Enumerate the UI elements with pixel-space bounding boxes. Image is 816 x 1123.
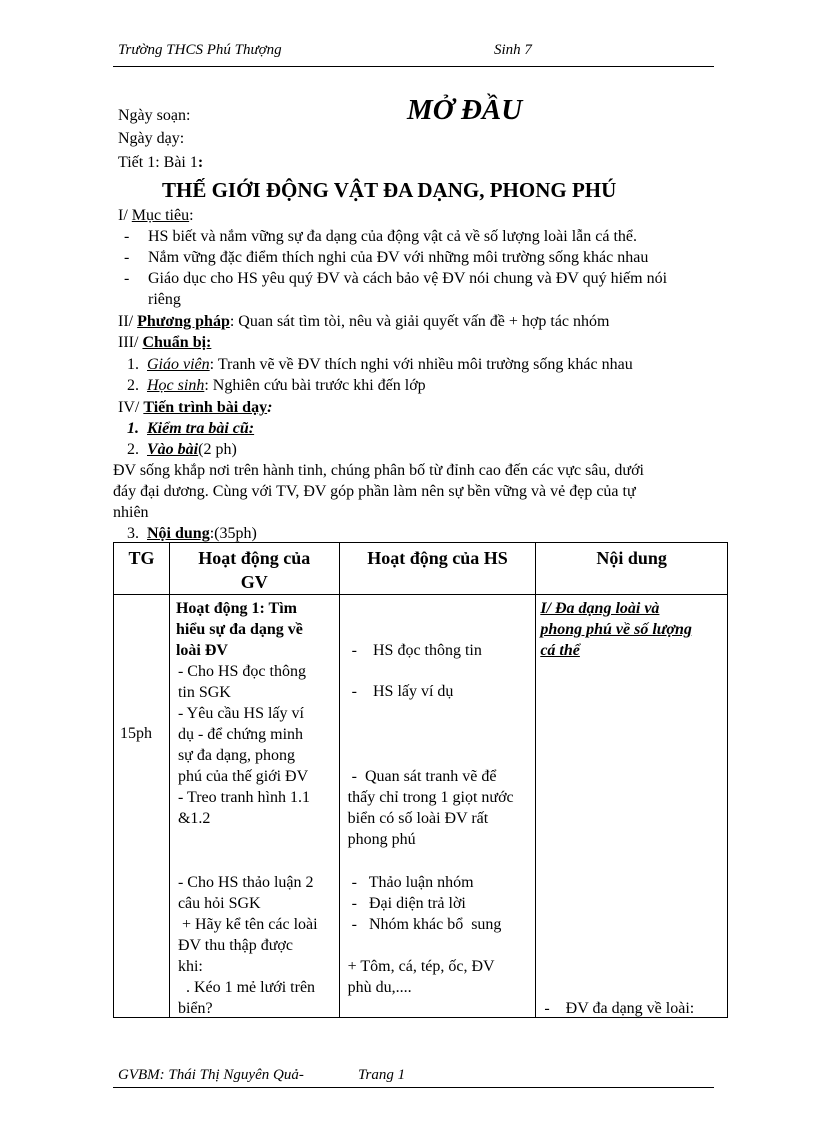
objective-item: Nắm vững đặc điểm thích nghi của ĐV với những môi trường sống khác nhau <box>148 249 649 266</box>
activity-title: loài ĐV <box>175 642 228 659</box>
method-line: II/ Phương pháp: Quan sát tìm tòi, nêu và giải quyết vấn đề + hợp tác nhóm <box>118 313 610 330</box>
progress-heading: IV/ Tiến trình bài dạy: <box>118 399 273 416</box>
objective-item: HS biết và nắm vững sự đa dạng của động vật cả về số lượng loài lẫn cá thể. <box>148 228 638 245</box>
student-activity-cell: - HS đọc thông tin - HS lấy ví dụ - Quan sát tranh vẽ để thấy chỉ trong 1 giọt nước biển có số loài ĐV rất phong phú - Thảo luận nhóm - Đại diện trả lời - Nhóm khác bổ sung + Tôm, cá, tép, ốc, ĐV phù du,.... <box>339 595 536 1018</box>
content-heading: phong phú về số lượng <box>540 621 692 638</box>
activity-title: Hoạt động 1: Tìm <box>175 600 297 617</box>
teacher-activity-cell: Hoạt động 1: Tìm hiểu sự đa dạng về loài ĐV - Cho HS đọc thông tin SGK - Yêu cầu HS lấy ví dụ - để chứng minh sự đa dạng, phong phú của thế giới ĐV - Treo tranh hình 1.1 &1.2 - Cho HS thảo luận 2 câu hỏi SGK + Hãy kể tên các loài ĐV thu thập được khi: . Kéo 1 mẻ lưới trên biển? <box>169 595 339 1018</box>
header-rule <box>113 66 714 67</box>
time-cell: 15ph <box>114 595 170 1018</box>
objective-dash: - <box>124 249 130 266</box>
objective-item: Giáo dục cho HS yêu quý ĐV và cách bảo vệ ĐV nói chung và ĐV quý hiếm nói <box>148 270 668 287</box>
section-title: MỞ ĐẦU <box>407 94 523 126</box>
content-cell: I/ Đa dạng loài và phong phú về số lượng cá thể - ĐV đa dạng về loài: <box>536 595 728 1018</box>
intro-text-line: đáy đại dương. Cùng với TV, ĐV góp phần làm nên sự bền vững và vẻ đẹp của tự <box>113 483 636 500</box>
header-content: Nội dung <box>536 543 728 595</box>
activity-title: hiểu sự đa dạng về <box>175 621 303 638</box>
objective-item-cont: riêng <box>148 291 181 308</box>
preparation-heading: III/ Chuẩn bị: <box>118 334 212 351</box>
lesson-label: Tiết 1: Bài 1: <box>118 154 204 171</box>
lesson-title: THẾ GIỚI ĐỘNG VẬT ĐA DẠNG, PHONG PHÚ <box>162 178 617 202</box>
page-number: Trang 1 <box>358 1067 406 1083</box>
step-intro: 2. Vào bài(2 ph) <box>127 441 237 458</box>
step-content: 3. Nội dung:(35ph) <box>127 525 257 542</box>
objective-dash: - <box>124 228 130 245</box>
header-teacher-activity: Hoạt động của GV <box>169 543 339 595</box>
teach-date-label: Ngày dạy: <box>118 130 185 147</box>
footer-rule <box>113 1087 714 1088</box>
preparation-student: 2. Học sinh: Nghiên cứu bài trước khi đến lớp <box>127 377 426 394</box>
intro-text-line: ĐV sống khắp nơi trên hành tinh, chúng phân bố từ đỉnh cao đến các vực sâu, dưới <box>113 462 644 479</box>
lesson-table <box>113 542 728 1018</box>
intro-text-line: nhiên <box>113 504 149 521</box>
subject-name: Sinh 7 <box>494 42 532 58</box>
school-name: Trường THCS Phú Thượng <box>118 42 282 58</box>
prep-date-label: Ngày soạn: <box>118 107 191 124</box>
content-heading: I/ Đa dạng loài và <box>540 600 660 617</box>
header-time: TG <box>114 543 170 595</box>
step-check-old-lesson: 1. Kiểm tra bài cũ: <box>127 420 255 437</box>
content-heading: cá thể <box>540 642 580 659</box>
header-student-activity: Hoạt động của HS <box>339 543 536 595</box>
objective-dash: - <box>124 270 130 287</box>
teacher-name: GVBM: Thái Thị Nguyên Quả- <box>118 1067 304 1083</box>
objectives-heading: I/ Mục tiêu: <box>118 207 194 224</box>
preparation-teacher: 1. Giáo viên: Tranh vẽ về ĐV thích nghi với nhiều môi trường sống khác nhau <box>127 356 633 373</box>
